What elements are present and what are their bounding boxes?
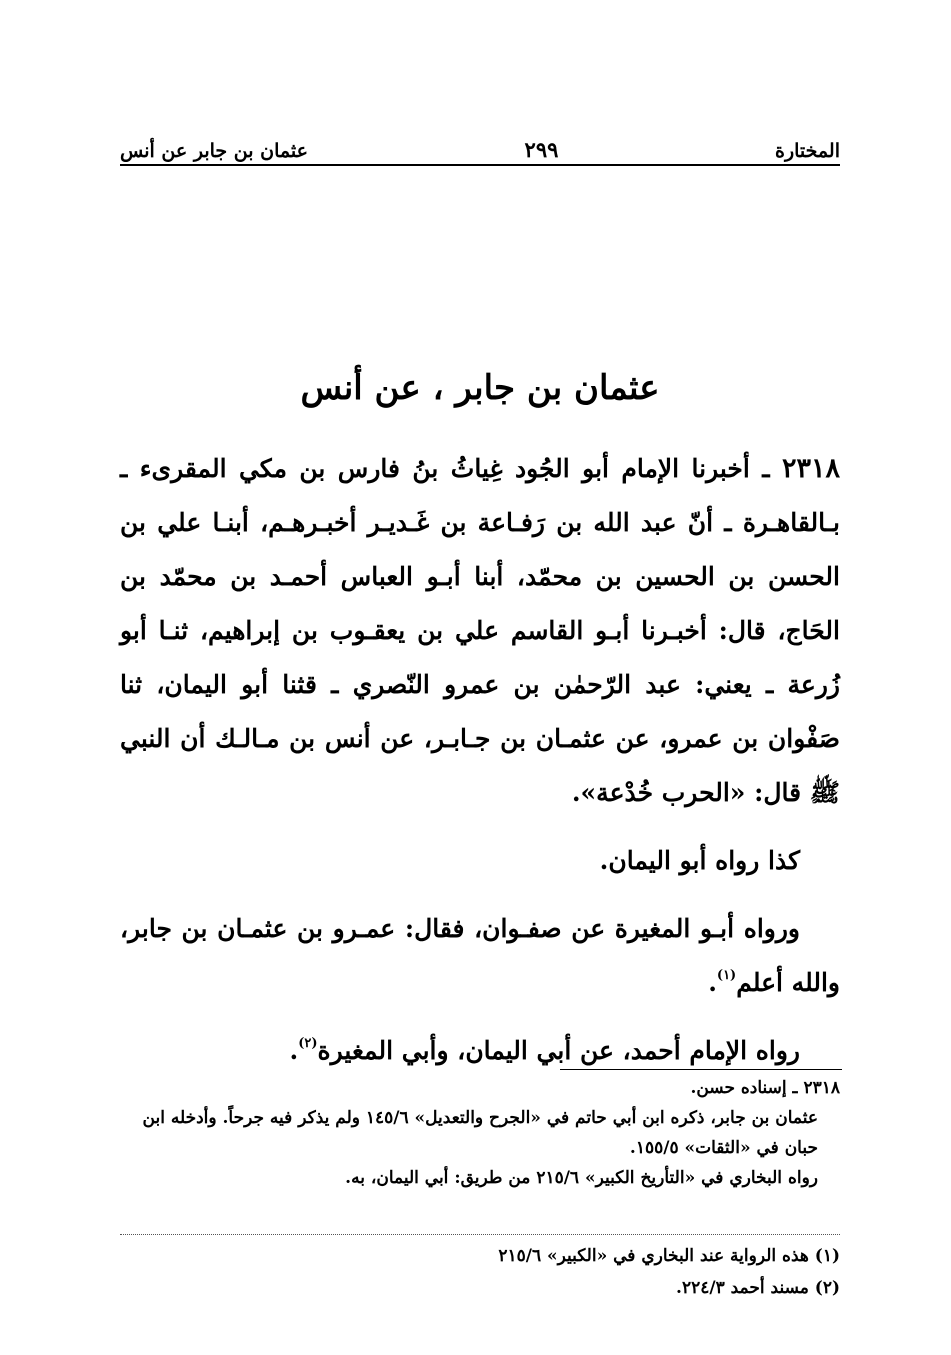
footnote-1: (١) هذه الرواية عند البخاري في «الكبير» ٢١٥/٦ xyxy=(498,1246,840,1266)
hadith-paragraph xyxy=(120,442,840,820)
paragraph-3-end: . xyxy=(289,1036,299,1065)
chapter-title: عثمان بن جابر ، عن أنس xyxy=(300,368,660,408)
paragraph-2 xyxy=(120,902,840,1010)
running-header xyxy=(120,128,840,162)
editor-notes xyxy=(120,1073,840,1193)
paragraph-3-text: رواه الإمام أحمد، عن أبي اليمان، وأبي المغيرة xyxy=(317,1036,800,1065)
footnote-ref-1[interactable]: (١) xyxy=(716,968,737,983)
page-number: ٢٩٩ xyxy=(524,137,559,162)
paragraph-2-end: . xyxy=(708,968,717,997)
note-narrator: عثمان بن جابر، ذكره ابن أبي حاتم في «الجرح والتعديل» ١٤٥/٦ ولم يذكر فيه جرحاً. وأدخله ابن حبان في «الثقات» ١٥٥/٥. xyxy=(142,1108,818,1158)
notes-divider xyxy=(560,1069,842,1070)
footnote-2: (٢) مسند أحمد ٢٢٤/٣. xyxy=(676,1278,840,1298)
hadith-text: ـ أخبرنا الإمام أبو الجُود غِياثُ بنُ فارس بن مكي المقرىء ـ بـالقاهـرة ـ أنّ عبد الله بن رَفـاعة بن غَـديـر أخبـرهـم، أبنـا علي بن الحسن بن الحسين بن محمّد، أبنا أبـو العباس أحمـد بن محمّد بن الحَاج، قال: أخبـرنا أبـو القاسم علي بن يعقـوب بن إبراهيم، ثنـا أبو زُرعة ـ يعني: عبد الرّحمٰن بن عمرو النّصري ـ قثنا أبو اليمان، ثنا صَفْوان بن عمرو، عن عثمـان بن جـابـر، عن أنس بن مـالـك أن النبي ﷺ قال: «الحرب خُدْعة». xyxy=(120,454,840,807)
note-grade: ٢٣١٨ ـ إسناده حسن. xyxy=(690,1078,840,1098)
section-title: عثمان بن جابر عن أنس xyxy=(120,140,308,162)
paragraph-1: كذا رواه أبو اليمان. xyxy=(599,846,800,875)
paragraph-2-text: ورواه أبـو المغيرة عن صفـوان، فقال: عمـرو بن عثمـان بن جابر، والله أعلم xyxy=(120,914,840,997)
note-source: رواه البخاري في «التأريخ الكبير» ٢١٥/٦ من طريق: أبي اليمان، به. xyxy=(345,1168,818,1188)
footnotes-divider xyxy=(120,1234,840,1235)
footnote-ref-2[interactable]: (٢) xyxy=(298,1036,318,1051)
footnotes xyxy=(120,1240,840,1304)
header-divider xyxy=(120,164,840,166)
hadith-number: ٢٣١٨ xyxy=(781,453,840,484)
main-text xyxy=(120,442,840,1078)
book-title: المختارة xyxy=(775,140,840,162)
